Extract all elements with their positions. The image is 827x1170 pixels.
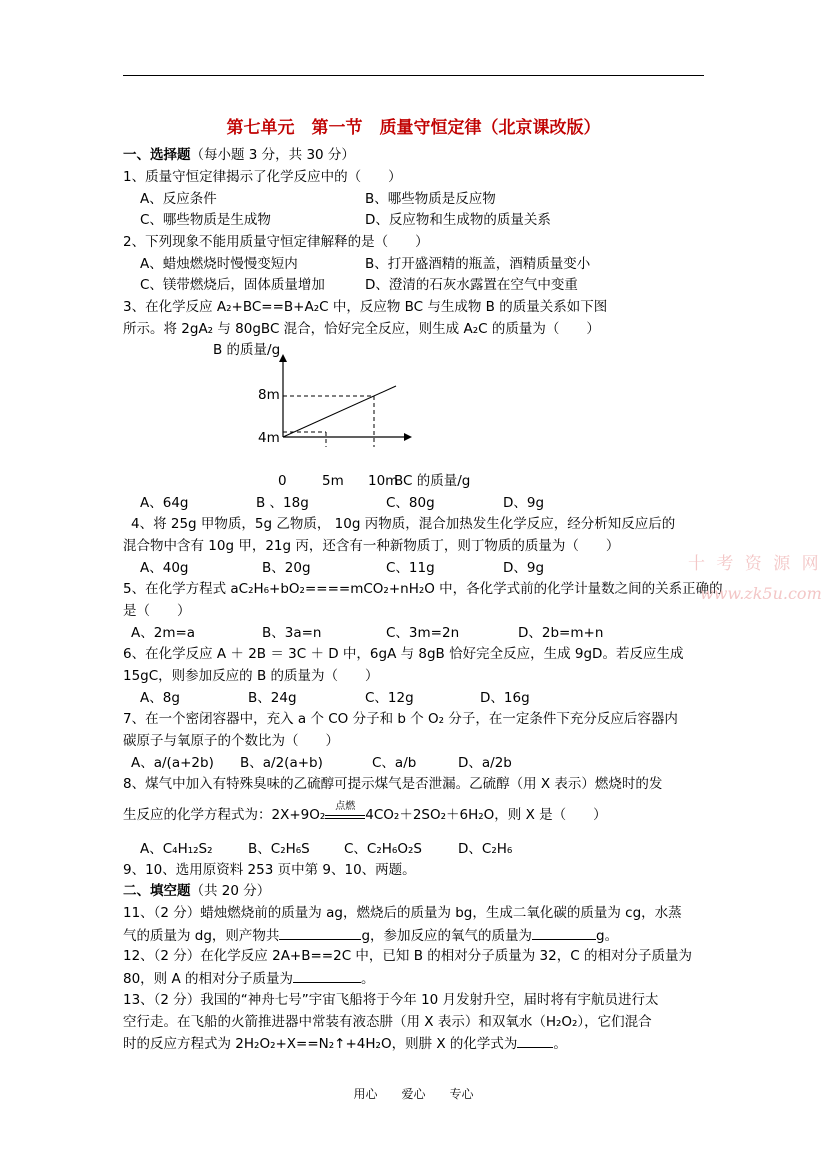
- q9-text: 9、10、选用原资料 253 页中第 9、10、两题。: [123, 862, 416, 878]
- q11-text-c: g。: [596, 928, 619, 944]
- q12-text-a: 80，则 A 的相对分子质量为: [123, 971, 293, 987]
- reaction-condition: 点燃: [335, 801, 356, 812]
- y-tick-4m: 4m: [258, 430, 280, 446]
- q2-option-c: C、镁带燃烧后，固体质量增加: [140, 277, 325, 293]
- q2-option-d: D、澄清的石灰水露置在空气中变重: [365, 277, 578, 293]
- y-tick-8m: 8m: [258, 387, 280, 403]
- q5-option-c: C、3m=2n: [386, 625, 460, 641]
- q5-line-1: 5、在化学方程式 aC₂H₆+bO₂====mCO₂+nH₂O 中，各化学式前的化学计量数之间的关系正确的: [123, 581, 723, 597]
- q8-option-a: A、C₄H₁₂S₂: [140, 841, 213, 857]
- q11-line-2: [123, 926, 618, 945]
- q2-option-a: A、蜡烛燃烧时慢慢变短内: [140, 256, 298, 272]
- section-1-note: （每小题 3 分，共 30 分）: [190, 147, 355, 163]
- q7-line-2: 碳原子与氧原子的个数比为（ ）: [123, 733, 339, 749]
- q7-option-c: C、a/b: [372, 755, 417, 771]
- q11-blank-1[interactable]: [279, 926, 361, 940]
- header-rule: [123, 75, 704, 76]
- q12-line-1: 12、（2 分）在化学反应 2A+B==2C 中，已知 B 的相对分子质量为 32，C 的相对分子质量为: [123, 948, 692, 964]
- x-tick-5m: 5m: [322, 473, 344, 489]
- section-1-title: 一、选择题: [123, 147, 191, 163]
- q11-blank-2[interactable]: [532, 926, 596, 940]
- q12-line-2: [123, 969, 375, 988]
- q3-option-a: A、64g: [140, 495, 189, 511]
- q3-line-1: 3、在化学反应 A₂+BC==B+A₂C 中，反应物 BC 与生成物 B 的质量关系如下图: [123, 299, 608, 315]
- q2-option-b: B、打开盛酒精的瓶盖，酒精质量变小: [365, 256, 591, 272]
- q11-text-a: 气的质量为 dg，则产物共: [123, 928, 280, 944]
- q3-line-2: 所示。将 2gA₂ 与 80gBC 混合，恰好完全反应，则生成 A₂C 的质量为（ ）: [123, 321, 600, 337]
- q2-stem: 2、下列现象不能用质量守恒定律解释的是（ ）: [123, 234, 429, 250]
- y-axis-arrow: [279, 354, 287, 362]
- q5-option-d: D、2b=m+n: [518, 625, 604, 641]
- q7-option-b: B、a/2(a+b): [240, 755, 323, 771]
- q3-option-b: B 、18g: [256, 495, 309, 511]
- q7-option-a: A、a/(a+2b): [131, 755, 214, 771]
- x-axis-arrow: [404, 433, 412, 441]
- q4-option-b: B、20g: [262, 560, 311, 576]
- q4-line-1: 4、将 25g 甲物质，5g 乙物质， 10g 丙物质，混合加热发生化学反应，经分析知反应后的: [131, 516, 676, 532]
- q4-option-d: D、9g: [503, 560, 545, 576]
- q1-option-c: C、哪些物质是生成物: [140, 212, 271, 228]
- x-tick-10m: 10m: [368, 473, 399, 489]
- q13-text-a: 时的反应方程式为 2H₂O₂+X==N₂↑+4H₂O，则肼 X 的化学式为: [123, 1036, 518, 1052]
- q13-blank[interactable]: [517, 1034, 553, 1048]
- q3-option-d: D、9g: [503, 495, 545, 511]
- q6-option-d: D、16g: [480, 690, 530, 706]
- q8-option-d: D、C₂H₆: [458, 841, 513, 857]
- q5-option-a: A、2m=a: [131, 625, 196, 641]
- section-2-title: 二、填空题: [123, 883, 191, 899]
- q7-line-1: 7、在一个密闭容器中，充入 a 个 CO 分子和 b 个 O₂ 分子，在一定条件下充分反应后容器内: [123, 711, 678, 727]
- q8-option-b: B、C₂H₆S: [248, 841, 310, 857]
- section-1-heading: [123, 146, 355, 164]
- q13-line-1: 13、（2 分）我国的“神舟七号”宇宙飞船将于今年 10 月发射升空，届时将有宇航员进行太: [123, 992, 659, 1008]
- reaction-arrow: [325, 801, 365, 819]
- q5-option-b: B、3a=n: [262, 625, 322, 641]
- q6-option-b: B、24g: [248, 690, 297, 706]
- x-tick-0: 0: [278, 473, 287, 489]
- q1-stem: 1、质量守恒定律揭示了化学反应中的（ ）: [123, 169, 402, 185]
- q13-line-2: 空行走。在飞船的火箭推进器中常装有液态肼（用 X 表示）和双氧水（H₂O₂），它们混合: [123, 1014, 652, 1030]
- q6-option-a: A、8g: [140, 690, 180, 706]
- q13-line-3: [123, 1034, 567, 1053]
- section-2-heading: [123, 882, 270, 900]
- data-line: [283, 386, 396, 437]
- q13-text-b: 。: [553, 1036, 567, 1052]
- section-2-note: （共 20 分）: [190, 883, 271, 899]
- q11-line-1: 11、（2 分）蜡烛燃烧前的质量为 ag，燃烧后的质量为 bg，生成二氧化碳的质量为 cg，水蒸: [123, 905, 682, 921]
- q3-option-c: C、80g: [386, 495, 435, 511]
- q8-equation-right: 4CO₂＋2SO₂＋6H₂O，则 X 是（ ）: [365, 807, 607, 823]
- page-footer: 用心 爱心 专心: [353, 1087, 474, 1101]
- q8-option-c: C、C₂H₆O₂S: [344, 841, 422, 857]
- q1-option-a: A、反应条件: [140, 191, 217, 207]
- q5-line-2: 是（ ）: [123, 603, 191, 619]
- q4-option-a: A、40g: [140, 560, 189, 576]
- q7-option-d: D、a/2b: [458, 755, 512, 771]
- chart-y-label: B 的质量/g: [213, 342, 281, 358]
- q1-option-b: B、哪些物质是反应物: [365, 191, 496, 207]
- q6-option-c: C、12g: [365, 690, 414, 706]
- q12-blank[interactable]: [293, 969, 361, 983]
- q8-line-2: [123, 801, 607, 824]
- q11-text-b: g，参加反应的氧气的质量为: [361, 928, 533, 944]
- q6-line-2: 15gC，则参加反应的 B 的质量为（ ）: [123, 668, 379, 684]
- watermark-logo: 十 考 资 源 网: [688, 554, 822, 574]
- q4-line-2: 混合物中含有 10g 甲，21g 丙，还含有一种新物质丁，则丁物质的质量为（ ）: [123, 538, 620, 554]
- watermark-url: www.zk5u.com: [700, 584, 822, 603]
- q8-equation-left: 生反应的化学方程式为：2X+9O₂: [123, 807, 326, 823]
- q8-line-1: 8、煤气中加入有特殊臭味的乙硫醇可提示煤气是否泄漏。乙硫醇（用 X 表示）燃烧时的发: [123, 776, 663, 792]
- page-title: 第七单元 第一节 质量守恒定律（北京课改版）: [226, 118, 601, 138]
- q12-text-b: 。: [361, 971, 375, 987]
- q1-option-d: D、反应物和生成物的质量关系: [365, 212, 551, 228]
- q6-line-1: 6、在化学反应 A ＋ 2B ＝ 3C ＋ D 中，6gA 与 8gB 恰好完全反应，生成 9gD。若反应生成: [123, 646, 684, 662]
- q4-option-c: C、11g: [386, 560, 435, 576]
- chart-x-label: BC 的质量/g: [394, 473, 471, 489]
